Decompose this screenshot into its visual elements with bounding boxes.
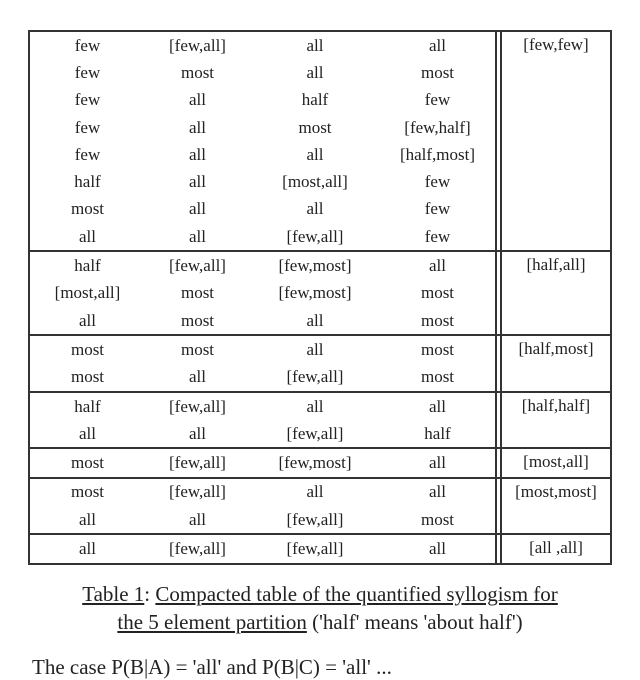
table-cell: most bbox=[70, 339, 105, 359]
premise-cells bbox=[30, 449, 497, 476]
body-text: The case P(B|A) = 'all' and P(B|C) = 'all' ... bbox=[32, 655, 392, 679]
table-cell: all bbox=[79, 538, 96, 558]
table-cell: all bbox=[79, 310, 96, 330]
table-cell: all bbox=[79, 226, 96, 246]
table-cell: all bbox=[306, 339, 324, 359]
table-row bbox=[30, 280, 495, 307]
table-row bbox=[30, 252, 495, 279]
table-cell: [few,all] bbox=[286, 509, 344, 529]
table-caption bbox=[0, 580, 640, 636]
premise-cells bbox=[30, 32, 497, 250]
result-cell: [most,most] bbox=[500, 479, 610, 534]
table-cell: all bbox=[429, 256, 446, 276]
table-cell: [few,all] bbox=[169, 256, 226, 276]
table-group bbox=[30, 334, 610, 391]
premise-cells bbox=[30, 336, 497, 391]
table-cell: few bbox=[424, 90, 451, 110]
caption-title-line1: Compacted table of the quantified syllogism for bbox=[155, 582, 558, 606]
table-cell: few bbox=[74, 144, 101, 164]
table-cell: half bbox=[424, 423, 451, 443]
table-group bbox=[30, 250, 610, 334]
premise-cells bbox=[30, 535, 497, 562]
table-row bbox=[30, 479, 495, 506]
caption-note: ('half' means 'about half') bbox=[306, 610, 523, 634]
table-cell: [few,half] bbox=[404, 117, 471, 137]
table-cell: few bbox=[74, 62, 101, 82]
table-cell: [few,most] bbox=[278, 453, 352, 473]
table-cell: [few,all] bbox=[169, 35, 226, 55]
table-cell: most bbox=[180, 283, 215, 303]
table-cell: most bbox=[70, 482, 105, 502]
caption-separator: : bbox=[144, 582, 156, 606]
table-cell: [most,all] bbox=[54, 283, 121, 303]
table-cell: all bbox=[306, 310, 324, 330]
table-cell: half bbox=[301, 90, 329, 110]
table-cell: all bbox=[189, 226, 206, 246]
table-cell: all bbox=[429, 453, 446, 473]
table-cell: half bbox=[74, 172, 101, 192]
table-row bbox=[30, 535, 495, 562]
result-cell: [few,few] bbox=[500, 32, 610, 250]
table-cell: most bbox=[420, 339, 455, 359]
table-cell: [half,most] bbox=[399, 144, 476, 164]
table-cell: [few,all] bbox=[286, 538, 344, 558]
table-cell: all bbox=[189, 423, 206, 443]
syllogism-table bbox=[28, 30, 612, 565]
table-cell: most bbox=[420, 367, 455, 387]
table-cell: all bbox=[306, 62, 324, 82]
table-cell: all bbox=[429, 538, 446, 558]
table-cell: half bbox=[74, 256, 101, 276]
table-cell: few bbox=[424, 199, 451, 219]
premise-cells bbox=[30, 252, 497, 334]
table-row bbox=[30, 87, 495, 114]
table-cell: most bbox=[420, 283, 455, 303]
table-cell: all bbox=[306, 144, 324, 164]
table-cell: all bbox=[306, 482, 324, 502]
table-row bbox=[30, 336, 495, 363]
table-cell: [few,most] bbox=[278, 283, 352, 303]
premise-cells bbox=[30, 479, 497, 534]
table-cell: [few,all] bbox=[286, 226, 344, 246]
table-cell: [few,all] bbox=[286, 367, 344, 387]
premise-cells bbox=[30, 393, 497, 448]
table-cell: few bbox=[424, 226, 451, 246]
table-row bbox=[30, 449, 495, 476]
table-row bbox=[30, 506, 495, 533]
table-cell: [few,most] bbox=[278, 256, 352, 276]
table-cell: all bbox=[189, 90, 206, 110]
table-row bbox=[30, 114, 495, 141]
table-cell: all bbox=[306, 199, 324, 219]
table-cell: most bbox=[70, 367, 105, 387]
table-cell: all bbox=[429, 396, 446, 416]
table-row bbox=[30, 32, 495, 59]
table-cell: few bbox=[74, 35, 101, 55]
table-cell: all bbox=[189, 367, 206, 387]
caption-label: Table 1 bbox=[82, 582, 145, 606]
table-cell: all bbox=[189, 509, 206, 529]
table-cell: all bbox=[79, 509, 96, 529]
table-row bbox=[30, 196, 495, 223]
table-cell: most bbox=[180, 339, 215, 359]
table-cell: most bbox=[420, 62, 455, 82]
table-cell: all bbox=[306, 396, 324, 416]
table-cell: [few,all] bbox=[169, 453, 226, 473]
table-cell: all bbox=[189, 144, 206, 164]
table-cell: few bbox=[424, 172, 451, 192]
table-cell: few bbox=[74, 90, 101, 110]
table-row bbox=[30, 393, 495, 420]
table-cell: all bbox=[79, 423, 96, 443]
table-group bbox=[30, 477, 610, 534]
table-cell: all bbox=[189, 199, 206, 219]
table-group bbox=[30, 391, 610, 448]
table-cell: all bbox=[429, 35, 446, 55]
table-cell: [most,all] bbox=[282, 172, 348, 192]
table-cell: all bbox=[306, 35, 324, 55]
result-cell: [all ,all] bbox=[500, 535, 610, 562]
table-row bbox=[30, 364, 495, 391]
table-row bbox=[30, 59, 495, 86]
result-cell: [half,all] bbox=[500, 252, 610, 334]
table-group bbox=[30, 447, 610, 476]
table-cell: [few,all] bbox=[169, 538, 226, 558]
result-cell: [most,all] bbox=[500, 449, 610, 476]
table-group bbox=[30, 533, 610, 562]
table-group bbox=[30, 32, 610, 250]
table-cell: all bbox=[429, 482, 446, 502]
table-cell: half bbox=[74, 396, 101, 416]
table-cell: most bbox=[420, 509, 455, 529]
table-row bbox=[30, 307, 495, 334]
table-cell: [few,all] bbox=[286, 423, 344, 443]
table-cell: all bbox=[189, 172, 206, 192]
table-row bbox=[30, 168, 495, 195]
result-cell: [half,most] bbox=[500, 336, 610, 391]
table-row bbox=[30, 420, 495, 447]
result-cell: [half,half] bbox=[500, 393, 610, 448]
table-cell: most bbox=[298, 117, 332, 137]
table-row bbox=[30, 223, 495, 250]
table-row bbox=[30, 141, 495, 168]
table-cell: most bbox=[180, 62, 215, 82]
table-cell: few bbox=[74, 117, 101, 137]
table-cell: [few,all] bbox=[169, 396, 226, 416]
table-cell: most bbox=[420, 310, 455, 330]
caption-title-line2: the 5 element partition bbox=[117, 610, 307, 634]
table-cell: most bbox=[70, 199, 105, 219]
table-cell: [few,all] bbox=[169, 482, 226, 502]
table-cell: all bbox=[189, 117, 206, 137]
table-cell: most bbox=[180, 310, 215, 330]
table-cell: most bbox=[70, 453, 105, 473]
